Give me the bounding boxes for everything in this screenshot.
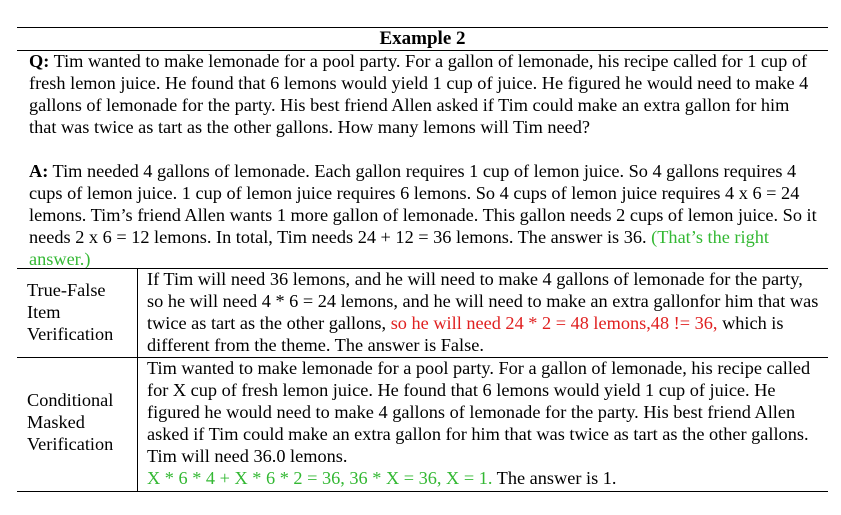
row-body: If Tim will need 36 lemons, and he will need to make 4 gallons of lemonade for the party, so he will need 4 * 6 = 24 lemons, and he will need to make an extra gallonfor him that was twice as tart as the other gallons,: [147, 269, 819, 334]
answer-paragraph: [29, 160, 821, 270]
column-divider: [137, 268, 138, 491]
label-line: Verification: [27, 434, 114, 454]
answer-text: Tim needed 4 gallons of lemonade. Each gallon requires 1 cup of lemon juice. So 4 gallons requires 4 cups of lemon juice. 1 cup of lemon juice requires 6 lemons. So 4 cups of lemon juice requires 4 x 6 = 24 lemons. Tim’s friend Allen wants 1 more gallon of lemonade. This gallon needs 2 cups of lemon juice. So it needs 2 x 6 = 12 lemons. In total, Tim needs 24 + 12 = 36 lemons. The answer is 36.: [29, 161, 817, 248]
row-body: Tim wanted to make lemonade for a pool party. For a gallon of lemonade, his recipe called for X cup of fresh lemon juice. He found that 6 lemons would yield 1 cup of juice. He figured he would need to make 4 gallons of lemonade for the party. His best friend Allen asked if Tim could make an extra gallon for him that was twice as tart as the other gallons. Tim will need 36.0 lemons.: [147, 358, 811, 467]
label-line: Masked: [27, 412, 85, 432]
label-line: Item: [27, 302, 61, 322]
answer-note: (That’s the right answer.): [29, 227, 769, 270]
question-paragraph: [29, 50, 819, 138]
row-highlight: X * 6 * 4 + X * 6 * 2 = 36, 36 * X = 36, X = 1.: [147, 468, 493, 489]
question-prefix: Q:: [29, 51, 50, 71]
label-line: Conditional: [27, 390, 114, 410]
row-label-conditional: [27, 389, 137, 455]
bottom-rule: [17, 491, 828, 492]
row-label-true-false: [27, 279, 137, 345]
row-tail: The answer is 1.: [496, 468, 617, 489]
label-line: Verification: [27, 324, 114, 344]
row-text-conditional: [147, 357, 821, 490]
table-title: Example 2: [379, 28, 466, 49]
row-text-true-false: [147, 268, 819, 356]
row-tail: which is different from the theme. The answer is False.: [147, 313, 784, 356]
label-line: True-False: [27, 280, 106, 300]
question-text: Tim wanted to make lemonade for a pool party. For a gallon of lemonade, his recipe called for 1 cup of fresh lemon juice. He found that 6 lemons would yield 1 cup of juice. He figured he would need to make 4 gallons of lemonade for the party. His best friend Allen asked if Tim could make an extra gallon for him that was twice as tart as the other gallons. How many lemons will Tim need?: [29, 51, 809, 138]
row-highlight: so he will need 24 * 2 = 48 lemons,48 != 36,: [390, 313, 718, 334]
answer-prefix: A:: [29, 161, 49, 181]
